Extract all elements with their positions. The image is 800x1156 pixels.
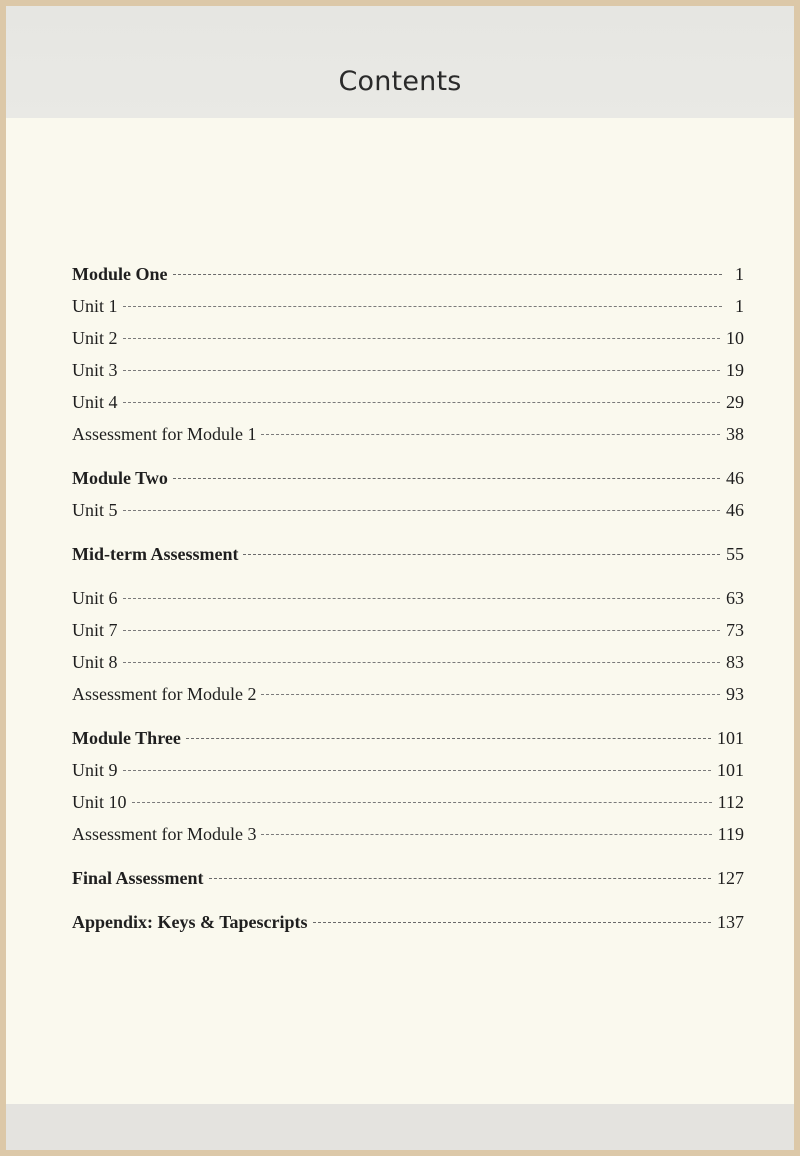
toc-page-number: 38	[726, 424, 744, 444]
toc-entry-label: Unit 9	[72, 760, 118, 780]
toc-page-number: 137	[717, 912, 744, 932]
toc-entry	[72, 296, 744, 328]
toc-section-entry	[72, 728, 744, 760]
page-title: Contents	[338, 66, 462, 97]
dot-leader	[123, 401, 720, 403]
toc-page-number: 112	[717, 792, 744, 812]
toc-entry	[72, 620, 744, 652]
toc-page-number: 83	[726, 652, 744, 672]
toc-entry-label: Unit 5	[72, 500, 118, 520]
toc-entry	[72, 588, 744, 620]
dot-leader	[123, 661, 720, 663]
dot-leader	[186, 737, 711, 739]
toc-entry	[72, 500, 744, 532]
dot-leader	[132, 801, 712, 803]
dot-leader	[261, 833, 711, 835]
toc-entry-label: Unit 10	[72, 792, 127, 812]
footer-band	[6, 1104, 794, 1150]
toc-entry	[72, 760, 744, 792]
dot-leader	[173, 273, 722, 275]
dot-leader	[123, 509, 720, 511]
toc-page-number: 127	[717, 868, 744, 888]
toc-page-number: 93	[726, 684, 744, 704]
toc-entry	[72, 424, 744, 456]
toc-entry	[72, 360, 744, 392]
toc-page-number: 29	[726, 392, 744, 412]
dot-leader	[123, 337, 720, 339]
toc-page-number: 55	[726, 544, 744, 564]
toc-entry-label: Unit 1	[72, 296, 118, 316]
toc-entry-label: Unit 4	[72, 392, 118, 412]
dot-leader	[123, 597, 720, 599]
toc-entry-label: Mid-term Assessment	[72, 544, 239, 564]
toc-page-number: 73	[726, 620, 744, 640]
dot-leader	[123, 305, 722, 307]
toc-page-number: 101	[717, 728, 744, 748]
toc-entry-label: Assessment for Module 3	[72, 824, 257, 844]
toc-page-number: 1	[735, 296, 744, 316]
toc-page-number: 63	[726, 588, 744, 608]
toc-entry-label: Unit 3	[72, 360, 118, 380]
toc-entry-label: Appendix: Keys & Tapescripts	[72, 912, 308, 932]
toc-entry-label: Unit 6	[72, 588, 118, 608]
dot-leader	[243, 553, 720, 555]
toc-entry	[72, 392, 744, 424]
toc-entry-label: Module Two	[72, 468, 168, 488]
toc-page-number: 101	[717, 760, 744, 780]
toc-page-number: 19	[726, 360, 744, 380]
book-page	[6, 6, 794, 1150]
toc-entry-label: Module Three	[72, 728, 181, 748]
table-of-contents	[72, 264, 744, 944]
toc-section-entry	[72, 912, 744, 944]
header-band	[6, 6, 794, 118]
toc-page-number: 10	[726, 328, 744, 348]
dot-leader	[261, 693, 720, 695]
dot-leader	[209, 877, 711, 879]
toc-entry	[72, 792, 744, 824]
toc-section-entry	[72, 264, 744, 296]
dot-leader	[123, 769, 711, 771]
toc-entry	[72, 328, 744, 360]
toc-section-entry	[72, 468, 744, 500]
toc-page-number: 46	[726, 500, 744, 520]
toc-section-entry	[72, 544, 744, 576]
dot-leader	[123, 629, 720, 631]
toc-entry-label: Unit 2	[72, 328, 118, 348]
toc-page-number: 46	[726, 468, 744, 488]
toc-entry	[72, 652, 744, 684]
toc-entry-label: Unit 7	[72, 620, 118, 640]
dot-leader	[313, 921, 711, 923]
dot-leader	[123, 369, 720, 371]
toc-entry-label: Module One	[72, 264, 168, 284]
toc-entry	[72, 684, 744, 716]
toc-entry-label: Assessment for Module 2	[72, 684, 257, 704]
dot-leader	[261, 433, 720, 435]
toc-entry-label: Assessment for Module 1	[72, 424, 257, 444]
toc-entry-label: Final Assessment	[72, 868, 204, 888]
dot-leader	[173, 477, 720, 479]
toc-page-number: 1	[735, 264, 744, 284]
toc-page-number: 119	[717, 824, 744, 844]
toc-entry	[72, 824, 744, 856]
toc-entry-label: Unit 8	[72, 652, 118, 672]
toc-section-entry	[72, 868, 744, 900]
